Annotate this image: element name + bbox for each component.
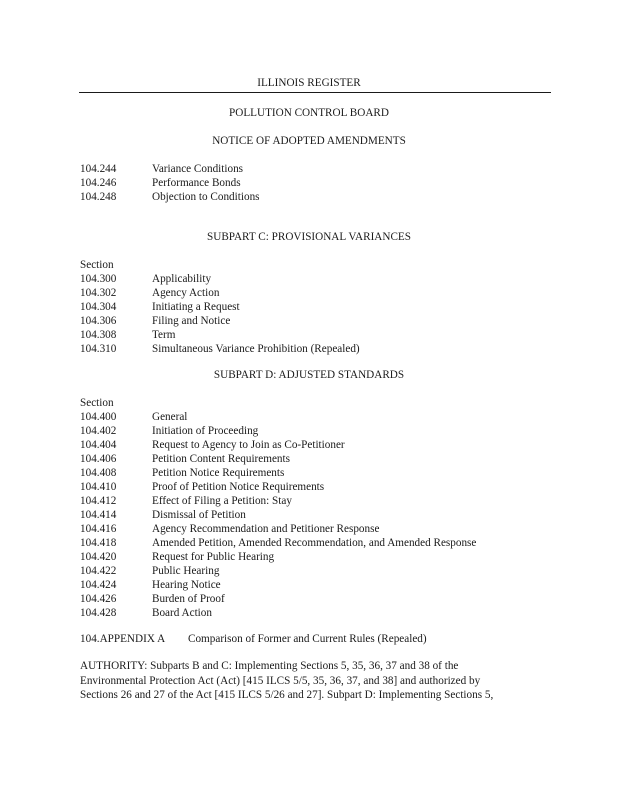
section-number: 104.418 xyxy=(80,537,117,549)
section-number: 104.422 xyxy=(80,565,117,577)
section-title: Filing and Notice xyxy=(152,315,231,327)
section-number: 104.410 xyxy=(80,481,117,493)
section-title: Effect of Filing a Petition: Stay xyxy=(152,495,292,507)
section-title: Proof of Petition Notice Requirements xyxy=(152,481,325,493)
section-title: Amended Petition, Amended Recommendation, and Amended Response xyxy=(152,537,477,549)
section-number: 104.424 xyxy=(80,579,117,591)
notice-title: NOTICE OF ADOPTED AMENDMENTS xyxy=(212,135,406,147)
section-number: 104.408 xyxy=(80,467,117,479)
section-title: Request to Agency to Join as Co-Petitioner xyxy=(152,439,345,451)
section-number: 104.402 xyxy=(80,425,117,437)
section-title: Petition Notice Requirements xyxy=(152,467,285,479)
authority-paragraph xyxy=(80,659,552,703)
section-title: Performance Bonds xyxy=(152,177,241,189)
section-title: Board Action xyxy=(152,607,212,619)
section-number: 104.304 xyxy=(80,301,117,313)
appendix-title: Comparison of Former and Current Rules (Repealed) xyxy=(188,633,427,645)
section-number: 104.406 xyxy=(80,453,117,465)
section-number: 104.248 xyxy=(80,191,117,203)
section-number: 104.306 xyxy=(80,315,117,327)
section-title: Burden of Proof xyxy=(152,593,225,605)
section-number: 104.310 xyxy=(80,343,117,355)
section-title: Agency Recommendation and Petitioner Response xyxy=(152,523,380,535)
section-number: 104.400 xyxy=(80,411,117,423)
section-title: Simultaneous Variance Prohibition (Repealed) xyxy=(152,343,360,355)
section-number: 104.302 xyxy=(80,287,117,299)
section-title: Initiation of Proceeding xyxy=(152,425,259,437)
section-number: 104.416 xyxy=(80,523,117,535)
section-label-text: Section xyxy=(80,397,114,409)
board-title: POLLUTION CONTROL BOARD xyxy=(229,107,389,119)
section-number: 104.428 xyxy=(80,607,117,619)
section-number: 104.308 xyxy=(80,329,117,341)
authority-line: Environmental Protection Act (Act) [415 ILCS 5/5, 35, 36, 37, and 38] and authorized by xyxy=(80,674,481,687)
section-title: Applicability xyxy=(152,273,212,285)
section-title: Hearing Notice xyxy=(152,579,221,591)
authority-line: Sections 26 and 27 of the Act [415 ILCS 5/26 and 27]. Subpart D: Implementing Sections 5, xyxy=(80,689,494,701)
section-title: Variance Conditions xyxy=(152,163,244,175)
section-label-text: Section xyxy=(80,259,114,271)
section-number: 104.246 xyxy=(80,177,117,189)
section-title: Objection to Conditions xyxy=(152,191,260,203)
section-number: 104.404 xyxy=(80,439,117,451)
section-number: 104.420 xyxy=(80,551,117,563)
section-title: Request for Public Hearing xyxy=(152,551,275,563)
authority-line: AUTHORITY: Subparts B and C: Implementing Sections 5, 35, 36, 37 and 38 of the xyxy=(80,660,459,672)
subpart-c-heading: SUBPART C: PROVISIONAL VARIANCES xyxy=(207,231,411,243)
register-header: ILLINOIS REGISTER xyxy=(257,77,361,89)
section-title: General xyxy=(152,411,188,423)
section-number: 104.414 xyxy=(80,509,117,521)
subpart-d-heading: SUBPART D: ADJUSTED STANDARDS xyxy=(213,369,405,381)
section-title: Initiating a Request xyxy=(152,301,240,313)
section-title: Term xyxy=(152,329,176,341)
section-title: Dismissal of Petition xyxy=(152,509,246,521)
section-number: 104.300 xyxy=(80,273,117,285)
section-title: Public Hearing xyxy=(152,565,220,577)
section-number: 104.244 xyxy=(80,163,117,175)
appendix-entry xyxy=(80,632,427,646)
section-title: Agency Action xyxy=(152,287,220,299)
header-rule xyxy=(79,92,551,93)
section-number: 104.412 xyxy=(80,495,117,507)
section-number: 104.426 xyxy=(80,593,117,605)
appendix-number: 104.APPENDIX A xyxy=(80,633,166,645)
section-title: Petition Content Requirements xyxy=(152,453,290,465)
